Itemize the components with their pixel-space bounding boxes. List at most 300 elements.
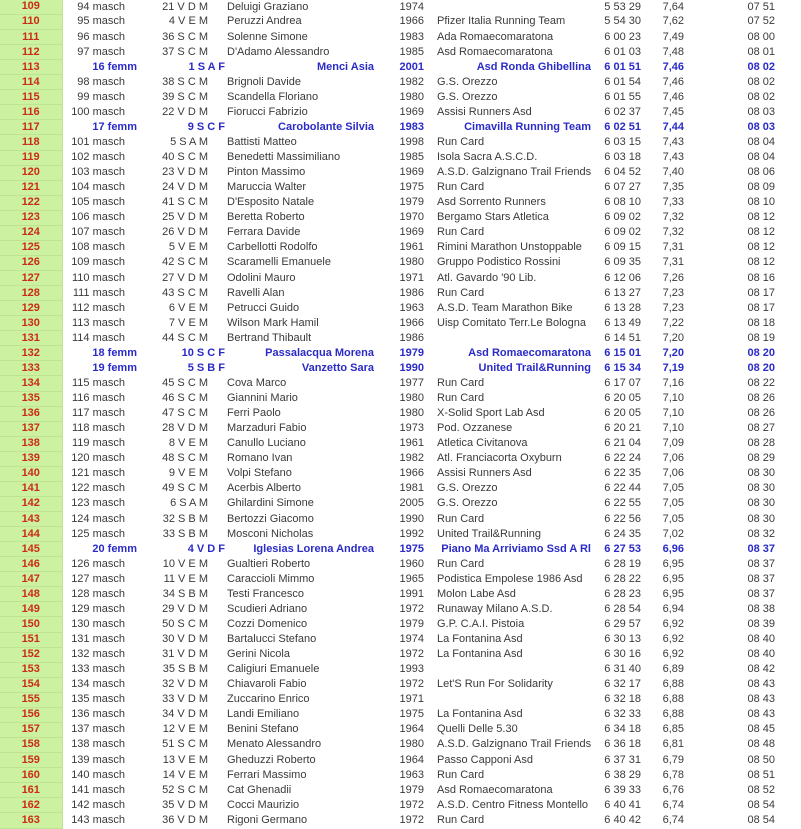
cell-team: A.S.D. Galzignano Trail Friends bbox=[437, 738, 592, 751]
cell-position: 142 bbox=[0, 496, 62, 511]
cell-finish-time: 6 22 35 bbox=[604, 467, 641, 480]
cell-pace: 08 03 bbox=[747, 105, 775, 118]
cell-position: 125 bbox=[0, 240, 62, 255]
cell-pace: 08 50 bbox=[747, 753, 775, 766]
cell-avg-speed: 7,48 bbox=[662, 45, 684, 58]
cell-position: 160 bbox=[0, 768, 62, 783]
cell-position: 162 bbox=[0, 798, 62, 813]
cell-pace: 08 43 bbox=[747, 678, 775, 691]
cell-category: 7 V E M bbox=[168, 316, 208, 329]
cell-birth-year: 1980 bbox=[399, 256, 424, 269]
cell-athlete-name: Cocci Maurizio bbox=[227, 798, 300, 811]
cell-avg-speed: 6,85 bbox=[662, 723, 684, 736]
cell-position: 159 bbox=[0, 753, 62, 768]
cell-position: 157 bbox=[0, 722, 62, 737]
result-row bbox=[0, 496, 801, 511]
cell-position: 153 bbox=[0, 662, 62, 677]
cell-avg-speed: 7,05 bbox=[662, 512, 684, 525]
cell-finish-time: 6 36 18 bbox=[604, 738, 641, 751]
cell-category: 12 V E M bbox=[162, 723, 208, 736]
cell-finish-time: 6 17 07 bbox=[604, 376, 641, 389]
cell-avg-speed: 7,45 bbox=[662, 105, 684, 118]
cell-team: Run Card bbox=[437, 392, 485, 405]
cell-gender-rank: 97 masch bbox=[77, 45, 125, 58]
result-row bbox=[0, 647, 801, 662]
cell-team: Atl. Gavardo '90 Lib. bbox=[437, 271, 537, 284]
cell-pace: 08 52 bbox=[747, 783, 775, 796]
cell-athlete-name: Menato Alessandro bbox=[227, 738, 322, 751]
cell-avg-speed: 7,22 bbox=[662, 316, 684, 329]
cell-category: 9 V E M bbox=[168, 467, 208, 480]
cell-team: Asd Romaecomaratona bbox=[468, 346, 591, 359]
result-row bbox=[0, 316, 801, 331]
cell-category: 34 V D M bbox=[162, 708, 208, 721]
cell-team: Let'S Run For Solidarity bbox=[437, 678, 553, 691]
result-row bbox=[0, 225, 801, 240]
cell-finish-time: 6 01 03 bbox=[604, 45, 641, 58]
cell-birth-year: 1963 bbox=[399, 301, 424, 314]
cell-finish-time: 6 09 02 bbox=[604, 226, 641, 239]
result-row bbox=[0, 451, 801, 466]
cell-position: 129 bbox=[0, 301, 62, 316]
cell-finish-time: 6 14 51 bbox=[604, 331, 641, 344]
cell-birth-year: 1966 bbox=[399, 15, 424, 28]
cell-birth-year: 1972 bbox=[399, 814, 424, 827]
cell-finish-time: 6 09 35 bbox=[604, 256, 641, 269]
cell-athlete-name: Rigoni Germano bbox=[227, 814, 308, 827]
cell-team: Molon Labe Asd bbox=[437, 587, 516, 600]
cell-team: Pfizer Italia Running Team bbox=[437, 15, 566, 28]
cell-avg-speed: 7,32 bbox=[662, 226, 684, 239]
cell-position: 155 bbox=[0, 692, 62, 707]
cell-team: La Fontanina Asd bbox=[437, 648, 523, 661]
result-row bbox=[0, 707, 801, 722]
cell-category: 37 S C M bbox=[162, 45, 208, 58]
cell-category: 33 V D M bbox=[162, 693, 208, 706]
cell-finish-time: 6 02 37 bbox=[604, 105, 641, 118]
cell-category: 10 S C F bbox=[181, 346, 225, 359]
cell-athlete-name: Scaramelli Emanuele bbox=[227, 256, 331, 269]
result-row bbox=[0, 346, 801, 361]
cell-athlete-name: Ferrara Davide bbox=[227, 226, 301, 239]
cell-position: 112 bbox=[0, 45, 62, 60]
cell-position: 152 bbox=[0, 647, 62, 662]
cell-avg-speed: 6,88 bbox=[662, 693, 684, 706]
cell-birth-year: 1972 bbox=[399, 678, 424, 691]
cell-finish-time: 6 07 27 bbox=[604, 181, 641, 194]
cell-position: 147 bbox=[0, 572, 62, 587]
cell-gender-rank: 122 masch bbox=[71, 482, 125, 495]
cell-avg-speed: 7,20 bbox=[662, 331, 684, 344]
cell-pace: 08 37 bbox=[747, 587, 775, 600]
cell-team: United Trail&Running bbox=[478, 361, 591, 374]
result-row bbox=[0, 783, 801, 798]
result-row bbox=[0, 75, 801, 90]
cell-birth-year: 1992 bbox=[399, 527, 424, 540]
cell-category: 36 S C M bbox=[162, 30, 208, 43]
cell-pace: 08 37 bbox=[747, 557, 775, 570]
cell-athlete-name: Brignoli Davide bbox=[227, 75, 301, 88]
cell-finish-time: 6 20 05 bbox=[604, 392, 641, 405]
cell-gender-rank: 105 masch bbox=[71, 196, 125, 209]
cell-position: 119 bbox=[0, 150, 62, 165]
cell-team: G.S. Orezzo bbox=[437, 90, 498, 103]
result-row bbox=[0, 436, 801, 451]
result-row bbox=[0, 737, 801, 752]
result-row bbox=[0, 813, 801, 829]
cell-gender-rank: 103 masch bbox=[71, 166, 125, 179]
cell-athlete-name: Ravelli Alan bbox=[227, 286, 285, 299]
cell-team: Bergamo Stars Atletica bbox=[437, 211, 549, 224]
cell-position: 134 bbox=[0, 376, 62, 391]
cell-finish-time: 6 15 34 bbox=[604, 361, 641, 374]
cell-team: Quelli Delle 5.30 bbox=[437, 723, 518, 736]
cell-pace: 08 19 bbox=[747, 331, 775, 344]
result-row bbox=[0, 60, 801, 75]
cell-athlete-name: Benedetti Massimiliano bbox=[227, 151, 341, 164]
cell-athlete-name: Fiorucci Fabrizio bbox=[227, 105, 308, 118]
cell-category: 45 S C M bbox=[162, 376, 208, 389]
cell-finish-time: 5 53 29 bbox=[604, 0, 641, 13]
cell-athlete-name: Solenne Simone bbox=[227, 30, 308, 43]
cell-team: G.S. Orezzo bbox=[437, 497, 498, 510]
cell-avg-speed: 7,31 bbox=[662, 256, 684, 269]
cell-avg-speed: 6,95 bbox=[662, 557, 684, 570]
cell-team: Podistica Empolese 1986 Asd bbox=[437, 572, 583, 585]
cell-position: 124 bbox=[0, 225, 62, 240]
cell-position: 120 bbox=[0, 165, 62, 180]
cell-pace: 08 04 bbox=[747, 135, 775, 148]
result-row bbox=[0, 677, 801, 692]
cell-birth-year: 2001 bbox=[399, 60, 424, 73]
cell-athlete-name: Carobolante Silvia bbox=[278, 120, 374, 133]
result-row bbox=[0, 331, 801, 346]
cell-pace: 08 30 bbox=[747, 482, 775, 495]
cell-pace: 08 18 bbox=[747, 316, 775, 329]
cell-position: 121 bbox=[0, 180, 62, 195]
cell-team: Rimini Marathon Unstoppable bbox=[437, 241, 582, 254]
cell-team: La Fontanina Asd bbox=[437, 633, 523, 646]
cell-team: Run Card bbox=[437, 512, 485, 525]
cell-team: Asd Sorrento Runners bbox=[437, 196, 546, 209]
cell-category: 39 S C M bbox=[162, 90, 208, 103]
cell-pace: 08 28 bbox=[747, 437, 775, 450]
cell-category: 28 V D M bbox=[162, 422, 208, 435]
cell-team: La Fontanina Asd bbox=[437, 708, 523, 721]
cell-category: 29 V D M bbox=[162, 602, 208, 615]
cell-avg-speed: 7,23 bbox=[662, 301, 684, 314]
cell-avg-speed: 7,35 bbox=[662, 181, 684, 194]
cell-pace: 08 12 bbox=[747, 211, 775, 224]
cell-gender-rank: 106 masch bbox=[71, 211, 125, 224]
cell-birth-year: 1982 bbox=[399, 452, 424, 465]
cell-athlete-name: Menci Asia bbox=[316, 60, 374, 73]
cell-position: 109 bbox=[0, 0, 62, 14]
cell-category: 35 V D M bbox=[162, 798, 208, 811]
cell-position: 131 bbox=[0, 331, 62, 346]
cell-category: 32 S B M bbox=[162, 512, 208, 525]
cell-avg-speed: 7,46 bbox=[662, 90, 684, 103]
cell-pace: 08 12 bbox=[747, 256, 775, 269]
cell-gender-rank: 121 masch bbox=[71, 467, 125, 480]
cell-birth-year: 1972 bbox=[399, 648, 424, 661]
cell-gender-rank: 142 masch bbox=[71, 798, 125, 811]
cell-gender-rank: 141 masch bbox=[71, 783, 125, 796]
cell-athlete-name: Cova Marco bbox=[227, 376, 287, 389]
cell-birth-year: 1961 bbox=[399, 241, 424, 254]
cell-finish-time: 6 09 15 bbox=[604, 241, 641, 254]
result-row bbox=[0, 14, 801, 29]
cell-athlete-name: Bertrand Thibault bbox=[227, 331, 312, 344]
cell-birth-year: 1973 bbox=[399, 422, 424, 435]
cell-category: 34 S B M bbox=[162, 587, 208, 600]
cell-team: Asd Romaecomaratona bbox=[437, 45, 553, 58]
cell-gender-rank: 134 masch bbox=[71, 678, 125, 691]
cell-team: United Trail&Running bbox=[437, 527, 541, 540]
cell-category: 40 S C M bbox=[162, 151, 208, 164]
cell-pace: 08 54 bbox=[747, 798, 775, 811]
cell-athlete-name: Gerini Nicola bbox=[227, 648, 290, 661]
cell-avg-speed: 6,81 bbox=[662, 738, 684, 751]
result-row bbox=[0, 542, 801, 557]
cell-avg-speed: 6,96 bbox=[662, 542, 684, 555]
cell-athlete-name: Volpi Stefano bbox=[227, 467, 292, 480]
cell-avg-speed: 6,95 bbox=[662, 587, 684, 600]
cell-athlete-name: Bertozzi Giacomo bbox=[227, 512, 314, 525]
cell-gender-rank: 131 masch bbox=[71, 633, 125, 646]
cell-gender-rank: 138 masch bbox=[71, 738, 125, 751]
cell-team: Run Card bbox=[437, 814, 485, 827]
cell-team: G.S. Orezzo bbox=[437, 75, 498, 88]
cell-finish-time: 6 00 23 bbox=[604, 30, 641, 43]
result-row bbox=[0, 557, 801, 572]
cell-birth-year: 1966 bbox=[399, 316, 424, 329]
cell-finish-time: 6 04 52 bbox=[604, 166, 641, 179]
cell-team: A.S.D. Team Marathon Bike bbox=[437, 301, 573, 314]
cell-athlete-name: Bartalucci Stefano bbox=[227, 633, 317, 646]
cell-birth-year: 1961 bbox=[399, 437, 424, 450]
cell-gender-rank: 98 masch bbox=[77, 75, 125, 88]
cell-birth-year: 1983 bbox=[399, 120, 424, 133]
cell-finish-time: 6 13 49 bbox=[604, 316, 641, 329]
cell-pace: 08 30 bbox=[747, 512, 775, 525]
cell-birth-year: 1990 bbox=[399, 512, 424, 525]
cell-birth-year: 1971 bbox=[399, 271, 424, 284]
cell-gender-rank: 110 masch bbox=[72, 271, 125, 284]
cell-pace: 08 10 bbox=[747, 196, 775, 209]
cell-category: 26 V D M bbox=[162, 226, 208, 239]
cell-finish-time: 6 01 55 bbox=[604, 90, 641, 103]
cell-pace: 08 29 bbox=[747, 452, 775, 465]
result-row bbox=[0, 391, 801, 406]
cell-category: 4 V D F bbox=[187, 542, 225, 555]
cell-finish-time: 6 37 31 bbox=[604, 753, 641, 766]
cell-gender-rank: 102 masch bbox=[71, 151, 125, 164]
cell-athlete-name: Iglesias Lorena Andrea bbox=[253, 542, 374, 555]
cell-avg-speed: 6,94 bbox=[662, 602, 684, 615]
cell-position: 116 bbox=[0, 105, 62, 120]
cell-team: Run Card bbox=[437, 226, 485, 239]
cell-gender-rank: 115 masch bbox=[72, 376, 125, 389]
result-row bbox=[0, 527, 801, 542]
cell-athlete-name: Benini Stefano bbox=[227, 723, 299, 736]
result-row bbox=[0, 255, 801, 270]
cell-avg-speed: 7,44 bbox=[662, 120, 684, 133]
cell-position: 144 bbox=[0, 527, 62, 542]
cell-pace: 08 43 bbox=[747, 693, 775, 706]
cell-birth-year: 1990 bbox=[399, 361, 424, 374]
cell-gender-rank: 125 masch bbox=[71, 527, 125, 540]
cell-birth-year: 1981 bbox=[399, 482, 424, 495]
result-row bbox=[0, 286, 801, 301]
cell-pace: 08 43 bbox=[747, 708, 775, 721]
cell-team: Atl. Franciacorta Oxyburn bbox=[437, 452, 562, 465]
cell-gender-rank: 95 masch bbox=[77, 15, 125, 28]
result-row bbox=[0, 692, 801, 707]
cell-gender-rank: 140 masch bbox=[71, 768, 125, 781]
cell-avg-speed: 7,49 bbox=[662, 30, 684, 43]
cell-birth-year: 1965 bbox=[399, 572, 424, 585]
cell-category: 48 S C M bbox=[162, 452, 208, 465]
cell-gender-rank: 133 masch bbox=[71, 663, 125, 676]
cell-team: Atletica Civitanova bbox=[437, 437, 528, 450]
cell-avg-speed: 7,06 bbox=[662, 452, 684, 465]
cell-category: 36 V D M bbox=[162, 814, 208, 827]
result-row bbox=[0, 45, 801, 60]
cell-avg-speed: 6,88 bbox=[662, 678, 684, 691]
cell-category: 5 S A M bbox=[170, 135, 208, 148]
cell-finish-time: 6 32 18 bbox=[604, 693, 641, 706]
cell-finish-time: 6 01 54 bbox=[604, 75, 641, 88]
cell-athlete-name: Carbellotti Rodolfo bbox=[227, 241, 318, 254]
cell-avg-speed: 7,09 bbox=[662, 437, 684, 450]
cell-gender-rank: 19 femm bbox=[92, 361, 137, 374]
cell-category: 25 V D M bbox=[162, 211, 208, 224]
cell-category: 10 V E M bbox=[162, 557, 208, 570]
cell-team: A.S.D. Galzignano Trail Friends bbox=[437, 166, 592, 179]
cell-category: 46 S C M bbox=[162, 392, 208, 405]
cell-avg-speed: 7,05 bbox=[662, 497, 684, 510]
cell-avg-speed: 7,20 bbox=[662, 346, 684, 359]
cell-category: 21 V D M bbox=[162, 0, 208, 13]
cell-position: 161 bbox=[0, 783, 62, 798]
cell-position: 110 bbox=[0, 14, 62, 29]
cell-finish-time: 6 39 33 bbox=[604, 783, 641, 796]
cell-category: 52 S C M bbox=[162, 783, 208, 796]
cell-athlete-name: Cat Ghenadii bbox=[227, 783, 292, 796]
cell-birth-year: 1982 bbox=[399, 75, 424, 88]
result-row bbox=[0, 376, 801, 391]
cell-pace: 08 12 bbox=[747, 226, 775, 239]
cell-gender-rank: 94 masch bbox=[77, 0, 125, 13]
cell-category: 50 S C M bbox=[162, 617, 208, 630]
cell-team bbox=[425, 0, 597, 14]
cell-birth-year: 1998 bbox=[399, 135, 424, 148]
cell-category: 41 S C M bbox=[162, 196, 208, 209]
cell-athlete-name: Zuccarino Enrico bbox=[227, 693, 310, 706]
cell-team: Isola Sacra A.S.C.D. bbox=[437, 151, 538, 164]
cell-birth-year: 1979 bbox=[399, 783, 424, 796]
cell-athlete-name: Gualtieri Roberto bbox=[227, 557, 311, 570]
cell-birth-year: 1975 bbox=[399, 708, 424, 721]
cell-category: 23 V D M bbox=[162, 166, 208, 179]
cell-position: 128 bbox=[0, 286, 62, 301]
cell-gender-rank: 16 femm bbox=[92, 60, 137, 73]
result-row bbox=[0, 572, 801, 587]
cell-avg-speed: 7,62 bbox=[662, 15, 684, 28]
cell-team: Asd Romaecomaratona bbox=[437, 783, 553, 796]
result-row bbox=[0, 240, 801, 255]
cell-position: 154 bbox=[0, 677, 62, 692]
cell-finish-time: 6 27 53 bbox=[604, 542, 641, 555]
cell-finish-time: 6 09 02 bbox=[604, 211, 641, 224]
cell-position: 127 bbox=[0, 271, 62, 286]
result-row bbox=[0, 150, 801, 165]
cell-position: 126 bbox=[0, 255, 62, 270]
cell-gender-rank: 139 masch bbox=[71, 753, 125, 766]
cell-pace: 08 17 bbox=[747, 286, 775, 299]
cell-category: 27 V D M bbox=[162, 271, 208, 284]
cell-pace: 08 26 bbox=[747, 392, 775, 405]
cell-position: 113 bbox=[0, 60, 62, 75]
cell-finish-time: 6 40 41 bbox=[604, 798, 641, 811]
cell-team: Ada Romaecomaratona bbox=[437, 30, 554, 43]
cell-category: 35 S B M bbox=[162, 663, 208, 676]
cell-pace: 08 09 bbox=[747, 181, 775, 194]
cell-category: 5 S B F bbox=[187, 361, 225, 374]
cell-pace: 08 02 bbox=[747, 75, 775, 88]
result-row bbox=[0, 210, 801, 225]
cell-avg-speed: 7,19 bbox=[662, 361, 684, 374]
cell-team: Assisi Runners Asd bbox=[437, 467, 532, 480]
cell-category: 47 S C M bbox=[162, 407, 208, 420]
cell-position: 151 bbox=[0, 632, 62, 647]
result-row bbox=[0, 662, 801, 677]
cell-position: 115 bbox=[0, 90, 62, 105]
cell-position: 140 bbox=[0, 466, 62, 481]
cell-category: 42 S C M bbox=[162, 256, 208, 269]
cell-gender-rank: 108 masch bbox=[71, 241, 125, 254]
cell-avg-speed: 6,88 bbox=[662, 708, 684, 721]
cell-gender-rank: 119 masch bbox=[72, 437, 125, 450]
cell-position: 111 bbox=[0, 30, 62, 45]
cell-birth-year: 1993 bbox=[399, 663, 424, 676]
cell-finish-time: 6 28 19 bbox=[604, 557, 641, 570]
cell-avg-speed: 6,92 bbox=[662, 648, 684, 661]
cell-athlete-name: Ferri Paolo bbox=[227, 407, 281, 420]
cell-position: 149 bbox=[0, 602, 62, 617]
result-row bbox=[0, 602, 801, 617]
cell-birth-year: 1963 bbox=[399, 768, 424, 781]
cell-position: 156 bbox=[0, 707, 62, 722]
cell-athlete-name: Vanzetto Sara bbox=[301, 361, 374, 374]
cell-pace: 08 42 bbox=[747, 663, 775, 676]
cell-team: Cimavilla Running Team bbox=[464, 120, 591, 133]
cell-birth-year: 1980 bbox=[399, 90, 424, 103]
cell-gender-rank: 127 masch bbox=[71, 572, 125, 585]
result-row bbox=[0, 768, 801, 783]
cell-team bbox=[425, 331, 597, 346]
result-row bbox=[0, 587, 801, 602]
cell-category: 6 S A M bbox=[170, 497, 208, 510]
cell-team bbox=[425, 662, 597, 677]
cell-finish-time: 5 54 30 bbox=[604, 15, 641, 28]
cell-finish-time: 6 22 24 bbox=[604, 452, 641, 465]
cell-avg-speed: 7,46 bbox=[662, 75, 684, 88]
cell-athlete-name: D'Adamo Alessandro bbox=[227, 45, 330, 58]
cell-category: 13 V E M bbox=[162, 753, 208, 766]
cell-birth-year: 1979 bbox=[399, 346, 424, 359]
